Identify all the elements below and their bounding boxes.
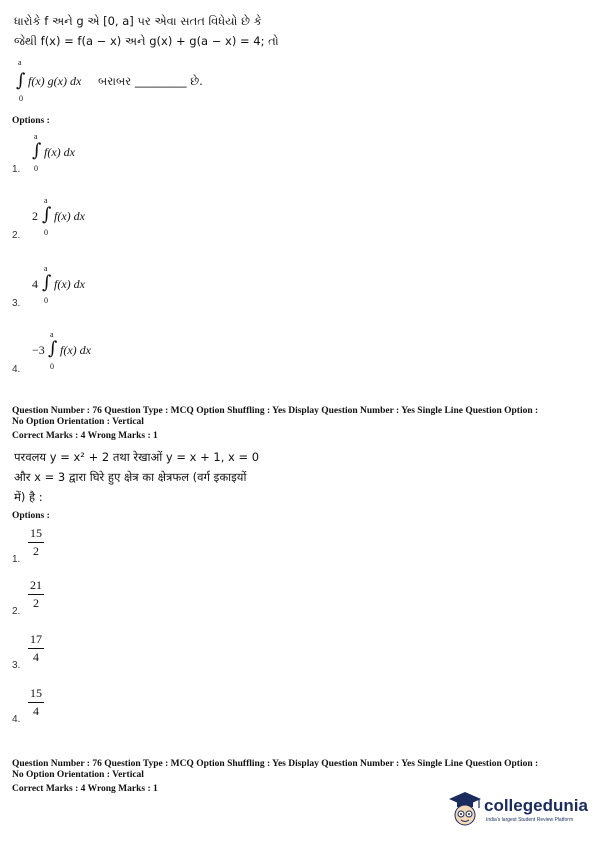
- fraction-numerator: 15: [30, 686, 42, 700]
- options-label: Options :: [12, 511, 50, 521]
- question-meta-line-2: No Option Orientation : Vertical: [12, 770, 144, 780]
- option-number: 2.: [12, 230, 21, 241]
- fraction-denominator: 2: [33, 544, 39, 558]
- integral-upper-limit: a: [44, 264, 48, 273]
- integral-expression: f(x) g(x) dx: [28, 74, 82, 88]
- option-2[interactable]: [12, 196, 212, 242]
- option-coefficient: −3: [32, 343, 45, 357]
- option-number: 4.: [12, 364, 21, 375]
- integral-sign-icon: ∫: [42, 204, 52, 225]
- integral-upper-limit: a: [50, 330, 54, 339]
- option-fraction: [28, 526, 44, 559]
- fraction-numerator: 17: [30, 632, 42, 646]
- logo-wordmark: collegedunia: [484, 796, 588, 815]
- fraction-denominator: 4: [33, 650, 39, 664]
- integral-sign-icon: ∫: [16, 70, 26, 91]
- option-fraction: [28, 578, 44, 611]
- question-1-line-1: ધારોકે f અને g એ [0, a] પર એવા સતત વિધેયો છે કે: [14, 14, 262, 28]
- integral-lower-limit: 0: [19, 94, 23, 103]
- integral-upper-limit: a: [44, 196, 48, 205]
- integral-lower-limit: 0: [44, 228, 48, 237]
- logo-tagline: India's largest Student Review Platform: [486, 817, 574, 823]
- option-coefficient: 4: [32, 277, 38, 291]
- fraction-bar: [28, 648, 44, 649]
- option-number: 3.: [12, 660, 21, 671]
- option-number: 4.: [12, 714, 21, 725]
- option-fraction: [28, 632, 44, 665]
- option-expression: f(x) dx: [54, 277, 85, 291]
- integral-upper-limit: a: [34, 132, 38, 141]
- option-4[interactable]: [12, 686, 132, 726]
- option-expression: f(x) dx: [54, 209, 85, 223]
- option-number: 3.: [12, 298, 21, 309]
- option-expression: f(x) dx: [44, 145, 75, 159]
- option-number: 1.: [12, 164, 21, 175]
- integral-sign-icon: ∫: [48, 338, 58, 359]
- option-coefficient: 2: [32, 209, 38, 223]
- option-number: 1.: [12, 554, 21, 565]
- question-2-line-1: परवलय y = x² + 2 तथा रेखाओं y = x + 1, x = 0: [14, 450, 260, 464]
- integral-lower-limit: 0: [34, 164, 38, 173]
- option-1[interactable]: [12, 132, 212, 176]
- option-number: 2.: [12, 606, 21, 617]
- question-1-line-2: જેથી f(x) = f(a − x) અને g(x) + g(a − x) = 4; તો: [14, 34, 279, 48]
- option-fraction: [28, 686, 44, 719]
- option-4[interactable]: [12, 330, 212, 376]
- fraction-bar: [28, 542, 44, 543]
- option-3[interactable]: [12, 632, 132, 672]
- mascot-icon: [448, 790, 482, 830]
- question-2-line-2: और x = 3 द्वारा घिरे हुए क्षेत्र का क्षेत्रफल (वर्ग इकाइयों: [14, 470, 247, 484]
- question-2-line-3: में) है :: [14, 490, 43, 504]
- fraction-numerator: 21: [30, 578, 42, 592]
- question-marks: Correct Marks : 4 Wrong Marks : 1: [12, 431, 158, 441]
- question-meta-line-1: Question Number : 76 Question Type : MCQ Option Shuffling : Yes Display Question Number : Yes Single Line Question Option :: [12, 759, 539, 769]
- integral-lower-limit: 0: [44, 296, 48, 305]
- question-meta-line-2: No Option Orientation : Vertical: [12, 417, 144, 427]
- integral-lower-limit: 0: [50, 362, 54, 371]
- option-3[interactable]: [12, 264, 212, 310]
- question-1-tail: બરાબર _________ છે.: [98, 74, 203, 88]
- options-label: Options :: [12, 116, 50, 126]
- option-expression: f(x) dx: [60, 343, 91, 357]
- option-1[interactable]: [12, 526, 132, 566]
- fraction-bar: [28, 702, 44, 703]
- integral-sign-icon: ∫: [32, 140, 42, 161]
- fraction-numerator: 15: [30, 526, 42, 540]
- fraction-denominator: 2: [33, 596, 39, 610]
- question-marks: Correct Marks : 4 Wrong Marks : 1: [12, 784, 158, 794]
- integral-sign-icon: ∫: [42, 272, 52, 293]
- question-meta-line-1: Question Number : 76 Question Type : MCQ Option Shuffling : Yes Display Question Number : Yes Single Line Question Option :: [12, 406, 539, 416]
- fraction-bar: [28, 594, 44, 595]
- option-2[interactable]: [12, 578, 132, 618]
- fraction-denominator: 4: [33, 704, 39, 718]
- integral-upper-limit: a: [18, 58, 22, 67]
- collegedunia-logo: [448, 790, 588, 834]
